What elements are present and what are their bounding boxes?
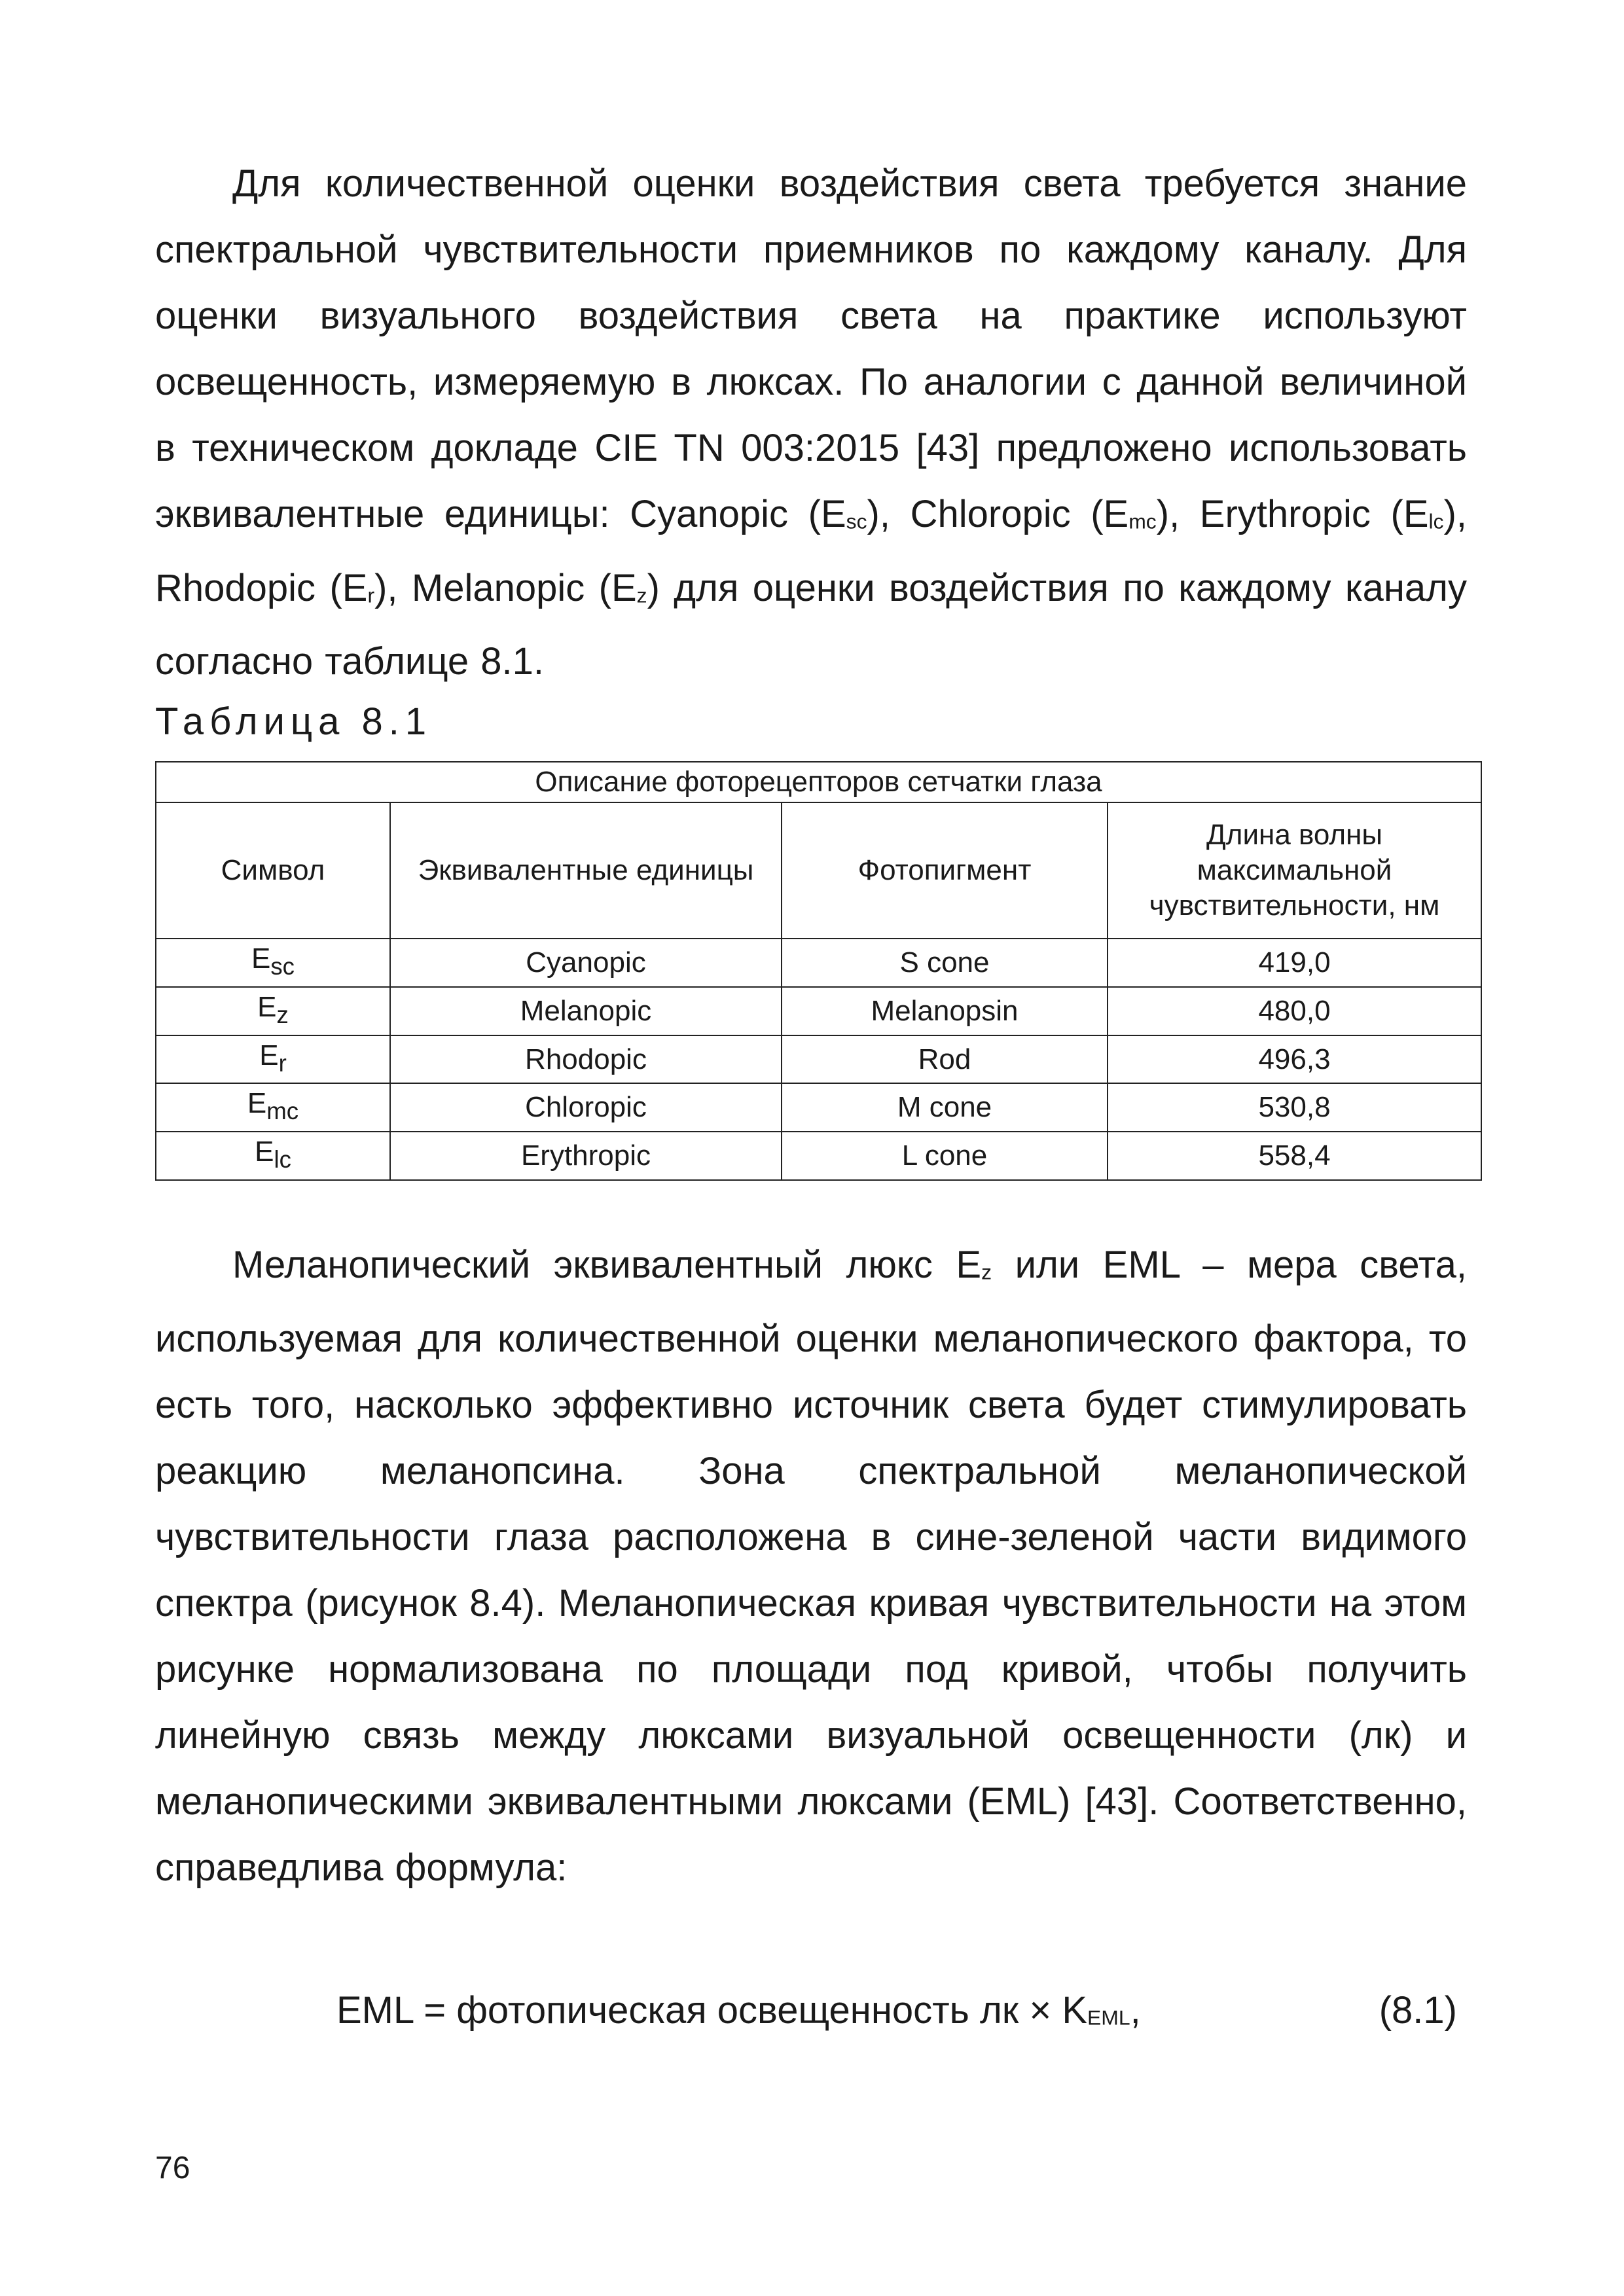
table-title: Описание фоторецепторов сетчатки глаза	[156, 762, 1481, 802]
cell-symbol	[156, 1132, 390, 1180]
symbol-base: E	[255, 1136, 274, 1168]
formula-main: EML = фотопическая освещенность лк × K	[336, 1988, 1088, 2032]
cell-wavelength: 419,0	[1108, 939, 1481, 987]
cell-pigment: Rod	[782, 1035, 1108, 1084]
cell-symbol	[156, 987, 390, 1035]
formula-number: (8.1)	[1379, 1988, 1457, 2032]
formula-tail: ,	[1130, 1988, 1141, 2032]
symbol-subscript: r	[278, 1049, 287, 1077]
table-row	[156, 1035, 1481, 1084]
intro-paragraph	[155, 151, 1467, 694]
table-title-row	[156, 762, 1481, 802]
table-row	[156, 1132, 1481, 1180]
symbol-base: E	[257, 990, 277, 1023]
text-run: Для количественной оценки воздействия света требуется знание спектральной чувствительности приемников по каждому каналу. Для оценки визуального воздействия света на практике используют освещенность, измеряемую в люксах. По аналогии с данной величиной в техническом докладе CIE TN 003:2015 [43] предложено использовать эквивалентные единицы: Cyanopic (E	[155, 162, 1467, 535]
cell-unit: Cyanopic	[390, 939, 782, 987]
text-run: или EML – мера света, используемая для количественной оценки меланопического фактора, то есть того, насколько эффективно источник света будет стимулировать реакцию меланопсина. Зона спектральной меланопической чувствительности глаза расположена в сине-зеленой части видимого спектра (рисунок 8.4). Меланопическая кривая чувствительности на этом рисунке нормализована по площади под кривой, чтобы получить линейную связь между люксами визуальной освещенности (лк) и меланопическими эквивалентными люксами (EML) [43]. Соответственно, справедлива формула:	[155, 1244, 1467, 1889]
formula-subscript: EML	[1087, 2005, 1130, 2030]
subscript: r	[367, 583, 375, 607]
formula-expression	[336, 1978, 1141, 2051]
subscript: z	[636, 583, 647, 607]
cell-pigment: L cone	[782, 1132, 1108, 1180]
eml-paragraph	[155, 1232, 1467, 1901]
text-run: ), Chloropic (E	[867, 493, 1129, 535]
formula-8-1	[155, 1978, 1467, 2050]
symbol-subscript: z	[276, 1001, 289, 1028]
subscript: sc	[846, 509, 867, 533]
text-run: ) для оценки воздействия по каждому каналу согласно таблице 8.1.	[155, 566, 1468, 683]
cell-symbol	[156, 1035, 390, 1084]
symbol-base: E	[247, 1087, 267, 1120]
cell-unit: Erythropic	[390, 1132, 782, 1180]
text-run: ), Melanopic (E	[374, 566, 637, 609]
page-number: 76	[155, 2151, 190, 2185]
photoreceptor-table	[155, 761, 1482, 1181]
table-caption: Таблица 8.1	[155, 700, 433, 744]
cell-wavelength: 530,8	[1108, 1083, 1481, 1132]
header-units: Эквивалентные единицы	[390, 802, 782, 939]
cell-symbol	[156, 1083, 390, 1132]
text-run: ), Rhodopic (E	[155, 493, 1467, 609]
cell-wavelength: 558,4	[1108, 1132, 1481, 1180]
symbol-subscript: mc	[266, 1098, 299, 1125]
cell-pigment: S cone	[782, 939, 1108, 987]
symbol-subscript: sc	[270, 952, 295, 980]
cell-wavelength: 480,0	[1108, 987, 1481, 1035]
text-run: Меланопический эквивалентный люкс E	[232, 1244, 982, 1287]
text-run: ), Erythropic (E	[1156, 493, 1429, 535]
header-pigment: Фотопигмент	[782, 802, 1108, 939]
cell-pigment: M cone	[782, 1083, 1108, 1132]
header-symbol: Символ	[156, 802, 390, 939]
cell-unit: Rhodopic	[390, 1035, 782, 1084]
table-row	[156, 1083, 1481, 1132]
cell-symbol	[156, 939, 390, 987]
symbol-base: E	[251, 942, 271, 975]
header-wavelength: Длина волны максимальной чувствительности, нм	[1108, 802, 1481, 939]
cell-pigment: Melanopsin	[782, 987, 1108, 1035]
symbol-base: E	[259, 1039, 279, 1071]
cell-unit: Melanopic	[390, 987, 782, 1035]
cell-wavelength: 496,3	[1108, 1035, 1481, 1084]
table-row	[156, 987, 1481, 1035]
cell-unit: Chloropic	[390, 1083, 782, 1132]
subscript: mc	[1128, 509, 1157, 533]
table-row	[156, 939, 1481, 987]
page-content	[155, 151, 1467, 2050]
subscript: z	[981, 1260, 992, 1284]
subscript: lc	[1428, 509, 1444, 533]
symbol-subscript: lc	[274, 1146, 291, 1174]
table-header-row	[156, 802, 1481, 939]
